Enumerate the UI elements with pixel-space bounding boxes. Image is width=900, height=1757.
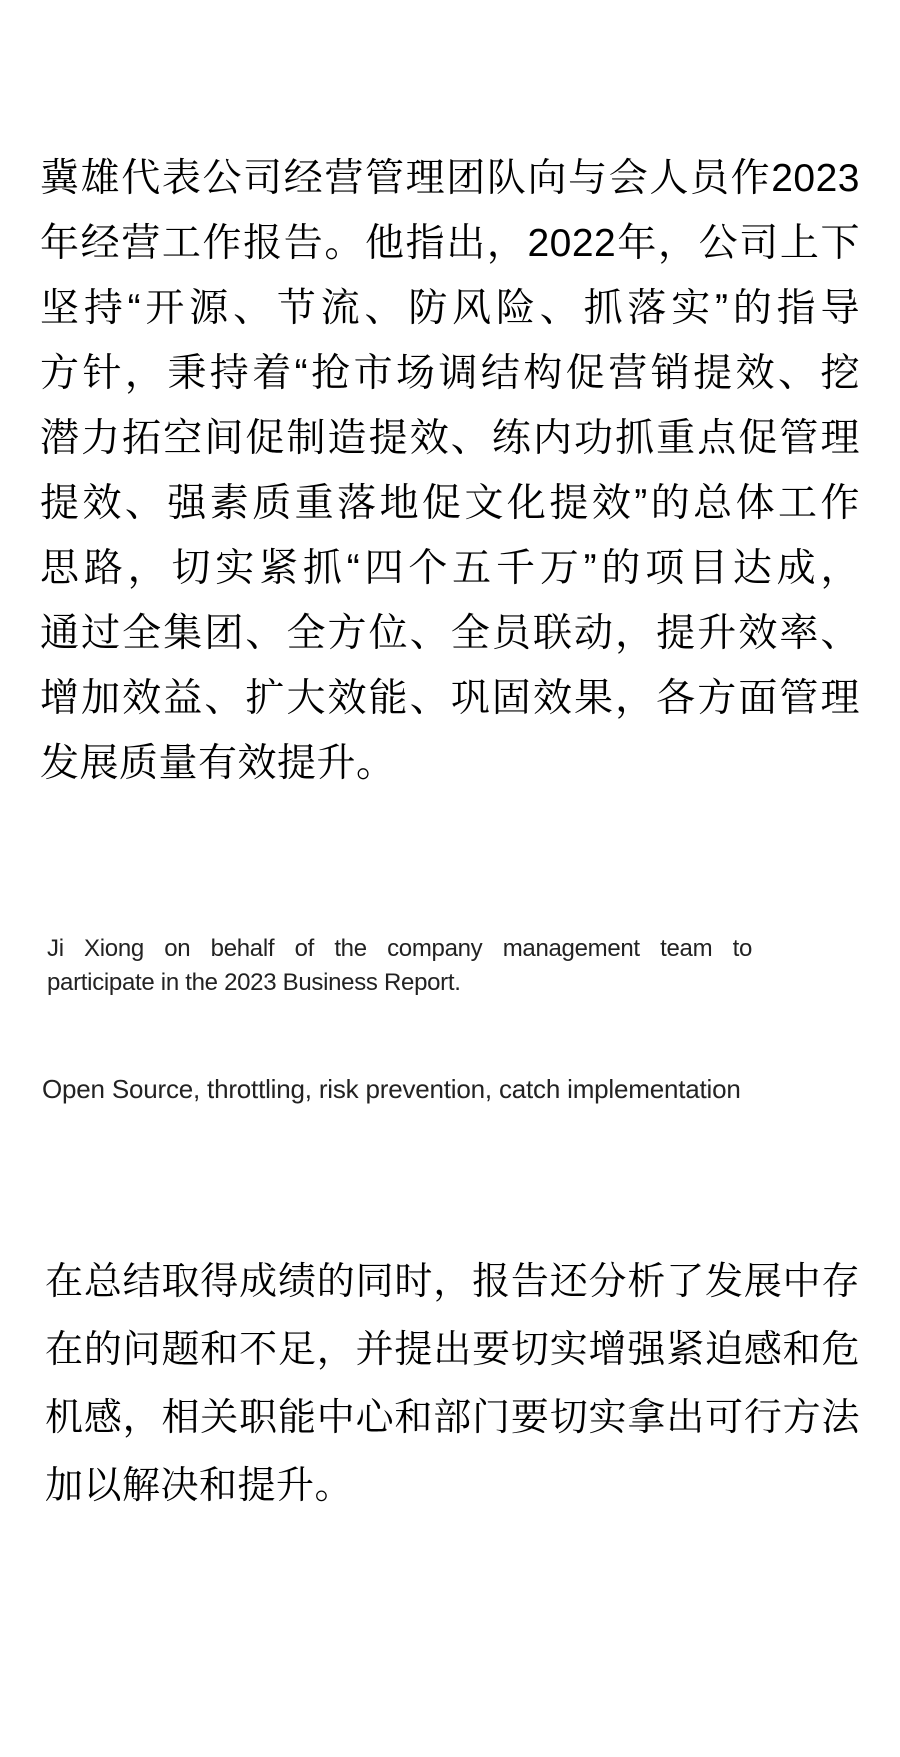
paragraph-cn-top [40,146,860,796]
cn-top-line-4: 方针，秉持着“抢市场调结构促营销提效、挖 [40,352,860,395]
subtitle-en-line: Open Source, throttling, risk prevention, catch implementation [42,1074,741,1104]
cn-top-line-3: 坚持“开源、节流、防风险、抓落实”的指导 [40,287,860,330]
caption-en-line-2: participate in the 2023 Business Report. [47,969,461,996]
cn-top-line-9: 增加效益、扩大效能、巩固效果，各方面管理 [40,677,860,720]
cn-top-line-2: 年经营工作报告。他指出，2022年，公司上下 [40,222,860,265]
cn-top-line-6: 提效、强素质重落地促文化提效”的总体工作 [40,482,860,525]
caption-en [47,932,752,1000]
cn-bottom-line-4: 加以解决和提升。 [45,1465,354,1507]
cn-bottom-line-2: 在的问题和不足，并提出要切实增强紧迫感和危 [45,1329,860,1371]
cn-bottom-line-1: 在总结取得成绩的同时，报告还分析了发展中存 [45,1261,860,1303]
cn-top-line-8: 通过全集团、全方位、全员联动，提升效率、 [40,612,860,655]
caption-en-line-1: Ji Xiong on behalf of the company management team to [47,935,752,962]
cn-bottom-line-3: 机感，相关职能中心和部门要切实拿出可行方法 [45,1397,860,1439]
paragraph-cn-bottom [45,1248,860,1520]
cn-top-line-1: 冀雄代表公司经营管理团队向与会人员作2023 [40,157,860,200]
subtitle-en [42,1072,842,1106]
cn-top-line-10: 发展质量有效提升。 [40,742,396,785]
cn-top-line-5: 潜力拓空间促制造提效、练内功抓重点促管理 [40,417,860,460]
cn-top-line-7: 思路，切实紧抓“四个五千万”的项目达成， [40,547,860,590]
